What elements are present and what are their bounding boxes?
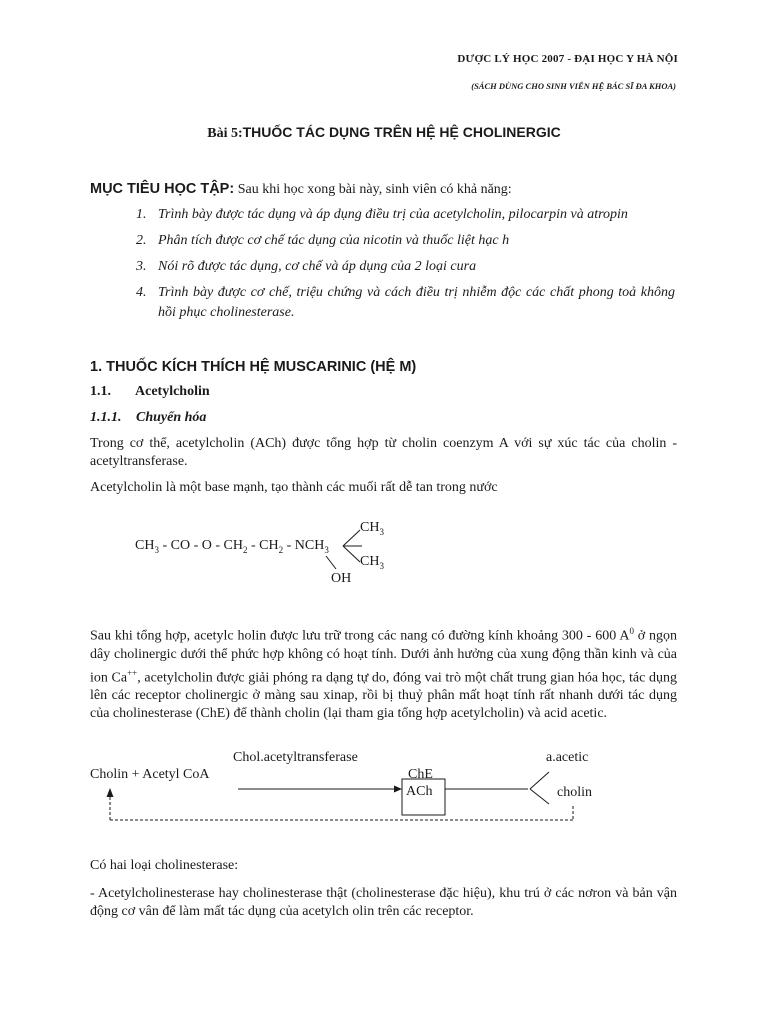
arrowhead-icon — [394, 786, 402, 793]
paragraph: - Acetylcholinesterase hay cholinesterase thật (cholinesterase đặc hiệu), khu trú ở các nơron và bản vận động cơ vân để làm mất tác dụng của acetylch olin trên các receptor. — [90, 886, 677, 919]
running-subheader: (SÁCH DÙNG CHO SINH VIÊN HỆ BÁC SĨ ĐA KHOA) — [471, 81, 676, 91]
lesson-title-main: THUỐC TÁC DỤNG TRÊN HỆ HỆ CHOLINERGIC — [242, 124, 561, 140]
objectives-intro-text: Sau khi học xong bài này, sinh viên có khả năng: — [234, 182, 512, 197]
section-heading: 1. THUỐC KÍCH THÍCH HỆ MUSCARINIC (HỆ M) — [90, 359, 417, 375]
bond-line — [326, 556, 336, 569]
paragraph: Trong cơ thể, acetylcholin (ACh) được tổng hợp từ cholin coenzym A với sự xúc tác của cholin - acetyltransferase. — [90, 436, 677, 469]
objective-text: Trình bày được cơ chế, triệu chứng và cách điều trị nhiễm độc các chất phong toả không hồi phục cholinesterase. — [158, 285, 675, 320]
subsubsection-number: 1.1.1. — [90, 410, 122, 425]
diagram-reactants: Cholin + Acetyl CoA — [90, 767, 210, 782]
paragraph: Có hai loại cholinesterase: — [90, 858, 239, 873]
formula-subscript: 3 — [154, 544, 159, 555]
formula-part: - NCH — [283, 538, 325, 553]
subsection-title: Acetylcholin — [135, 384, 210, 399]
bond-line — [343, 530, 360, 546]
diagram-cholin-label: cholin — [557, 785, 592, 800]
branch-line — [530, 772, 549, 789]
formula-subscript: 2 — [278, 544, 284, 555]
formula-part: CH — [360, 554, 380, 569]
arrowhead-icon — [107, 788, 114, 797]
branch-line — [530, 789, 549, 804]
formula-subscript: 2 — [242, 544, 248, 555]
running-header: DƯỢC LÝ HỌC 2007 - ĐẠI HỌC Y HÀ NỘI — [457, 53, 678, 65]
lesson-title-prefix: Bài 5: — [207, 126, 243, 141]
objective-text: Trình bày được tác dụng và áp dụng điều trị của acetylcholin, pilocarpin và atropin — [158, 207, 628, 222]
objective-number: 2. — [136, 233, 147, 248]
subsubsection-title: Chuyển hóa — [136, 410, 207, 425]
ach-box — [402, 779, 445, 815]
paragraph-text: Sau khi tổng hợp, acetylc holin được lưu trữ trong các nang có đường kính khoảng 300 - 600 A — [90, 628, 630, 644]
superscript: ++ — [127, 667, 138, 678]
paragraph: Acetylcholin là một base mạnh, tạo thành các muối rất dễ tan trong nước — [90, 480, 498, 495]
formula-part: CH — [135, 538, 155, 553]
formula-subscript: 3 — [379, 560, 384, 571]
formula-part: CH — [360, 520, 380, 535]
superscript: 0 — [629, 626, 634, 636]
objectives-label: MỤC TIÊU HỌC TẬP: — [90, 181, 235, 197]
formula-hydroxyl: OH — [331, 571, 352, 586]
objective-number: 3. — [136, 259, 147, 274]
paragraph-text: , acetylcholin được giải phóng ra dạng tự do, đóng vai trò một chất trung gian hóa học, tác dụng lên các receptor cholinergic ở màng sau xinap, rồi bị thuỷ phân mất hoạt tính rất nhanh dưới tác dụng của cholinesterase (ChE) để thành cholin (lại tham gia tổng hợp acetylcholin) và acid acetic. — [90, 670, 677, 722]
objective-text: Nói rõ được tác dụng, cơ chế và áp dụng của 2 loại cura — [158, 259, 477, 274]
bond-line — [343, 546, 360, 562]
formula-part: - CO - O - CH — [158, 538, 243, 553]
diagram-acid-label: a.acetic — [546, 750, 589, 765]
objective-number: 1. — [136, 207, 147, 222]
paragraph-text: ở ngọn dây cholinergic dưới thể phức hợp không có hoạt tính. Dưới ảnh hưởng của xung động thần kinh và của ion Ca — [90, 628, 678, 686]
objective-number: 4. — [136, 285, 147, 300]
diagram-che-label: ChE — [408, 767, 433, 782]
diagram-enzyme-label: Chol.acetyltransferase — [233, 750, 358, 765]
formula-subscript: 3 — [324, 544, 329, 555]
objective-text: Phân tích được cơ chế tác dụng của nicotin và thuốc liệt hạc h — [158, 233, 510, 248]
formula-part: - CH — [247, 538, 279, 553]
diagram-ach-label: ACh — [406, 784, 433, 799]
formula-subscript: 3 — [379, 526, 384, 537]
subsection-number: 1.1. — [90, 384, 111, 399]
